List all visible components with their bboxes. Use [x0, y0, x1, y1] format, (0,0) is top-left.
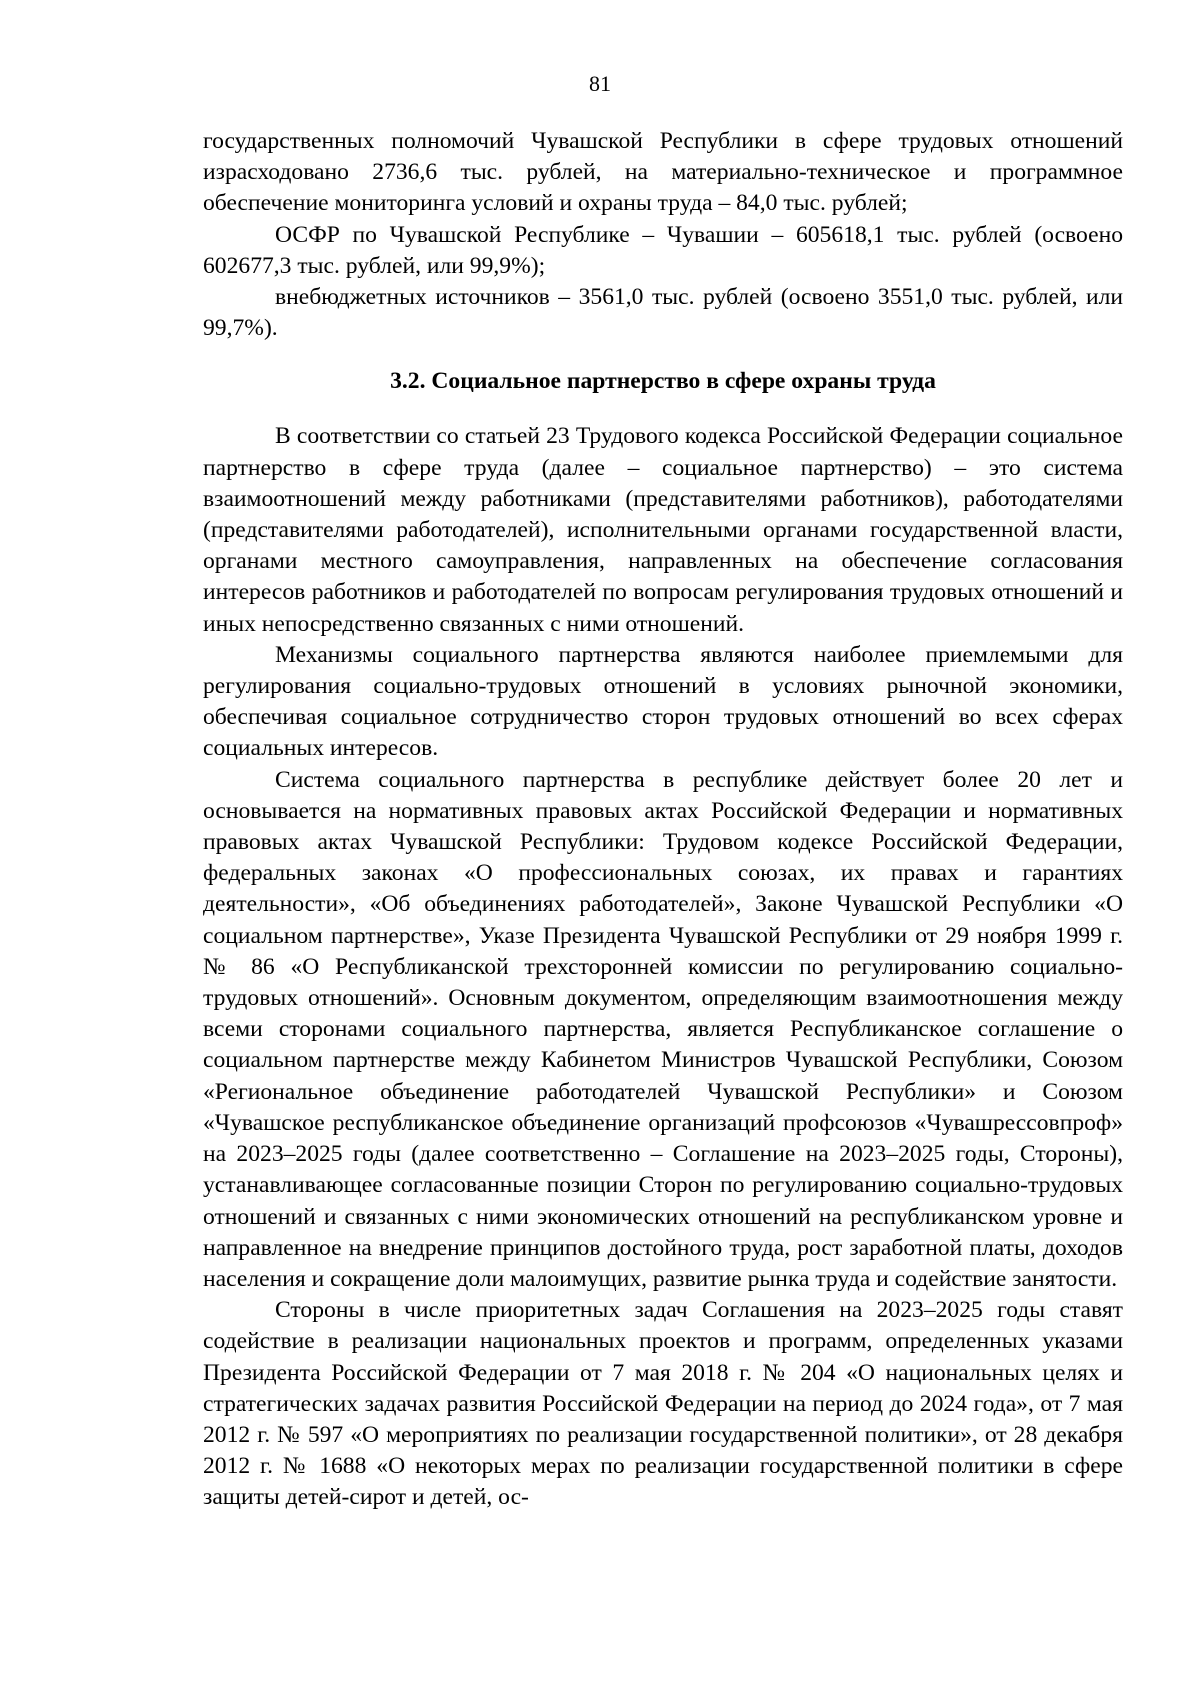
paragraph-osfr-funding: ОСФР по Чувашской Республике – Чувашии – 605618,1 тыс. рублей (освоено 602677,3 тыс. рублей, или 99,9%);: [203, 221, 1123, 279]
paragraph-extrabudgetary-funding: внебюджетных источников – 3561,0 тыс. рублей (освоено 3551,0 тыс. рублей, или 99,7%).: [203, 284, 1123, 342]
paragraph-priorities: Стороны в числе приоритетных задач Соглашения на 2023–2025 годы ставят содействие в реализации национальных проектов и программ, определенных указами Президента Российской Федерации от 7 мая 2018 г. № 204 «О национальных целях и стратегических задачах развития Российской Федерации на период до 2024 года», от 7 мая 2012 г. № 597 «О мероприятиях по реализации государственной политики», от 28 декабря 2012 г. № 1688 «О некоторых мерах по реализации государственной политики в сфере защиты детей-сирот и детей, ос-: [203, 1297, 1123, 1511]
section-heading: 3.2. Социальное партнерство в сфере охраны труда: [390, 368, 936, 395]
paragraph-system: Система социального партнерства в республике действует более 20 лет и основывается на нормативных правовых актах Российской Федерации и нормативных правовых актах Чувашской Республики: Трудовом кодексе Российской Федерации, федеральных законах «О профессиональных союзах, их правах и гарантиях деятельности», «Об объединениях работодателей», Законе Чувашской Республики «О социальном партнерстве», Указе Президента Чувашской Республики от 29 ноября 1999 г. № 86 «О Республиканской трехсторонней комиссии по регулированию социально-трудовых отношений». Основным документом, определяющим взаимоотношения между всеми сторонами социального партнерства, является Республиканское соглашение о социальном партнерстве между Кабинетом Министров Чувашской Республики, Союзом «Региональное объединение работодателей Чувашской Республики» и Союзом «Чувашское республиканское объединение организаций профсоюзов «Чувашрессовпроф» на 2023–2025 годы (далее соответственно – Соглашение на 2023–2025 годы, Стороны), устанавливающее согласованные позиции Сторон по регулированию социально-трудовых отношений и связанных с ними экономических отношений на республиканском уровне и направленное на внедрение принципов достойного труда, рост заработной платы, доходов населения и сокращение доли малоимущих, развитие рынка труда и содействие занятости.: [203, 766, 1123, 1292]
paragraph-mechanisms: Механизмы социального партнерства являются наиболее приемлемыми для регулирования социально-трудовых отношений в условиях рыночной экономики, обеспечивая социальное сотрудничество сторон трудовых отношений во всех сферах социальных интересов.: [203, 641, 1123, 762]
page-number: 81: [589, 71, 611, 96]
paragraph-continuation: государственных полномочий Чувашской Республики в сфере трудовых отношений израсходовано 2736,6 тыс. рублей, на материально-техническое и программное обеспечение мониторинга условий и охраны труда – 84,0 тыс. рублей;: [203, 128, 1123, 217]
body-text: [203, 126, 1123, 1514]
paragraph-definition: В соответствии со статьей 23 Трудового кодекса Российской Федерации социальное партнерство в сфере труда (далее – социальное партнерство) – это система взаимоотношений между работниками (представителями работников), работодателями (представителями работодателей), исполнительными органами государственной власти, органами местного самоуправления, направленных на обеспечение согласования интересов работников и работодателей по вопросам регулирования трудовых отношений и иных непосредственно связанных с ними отношений.: [203, 423, 1123, 637]
